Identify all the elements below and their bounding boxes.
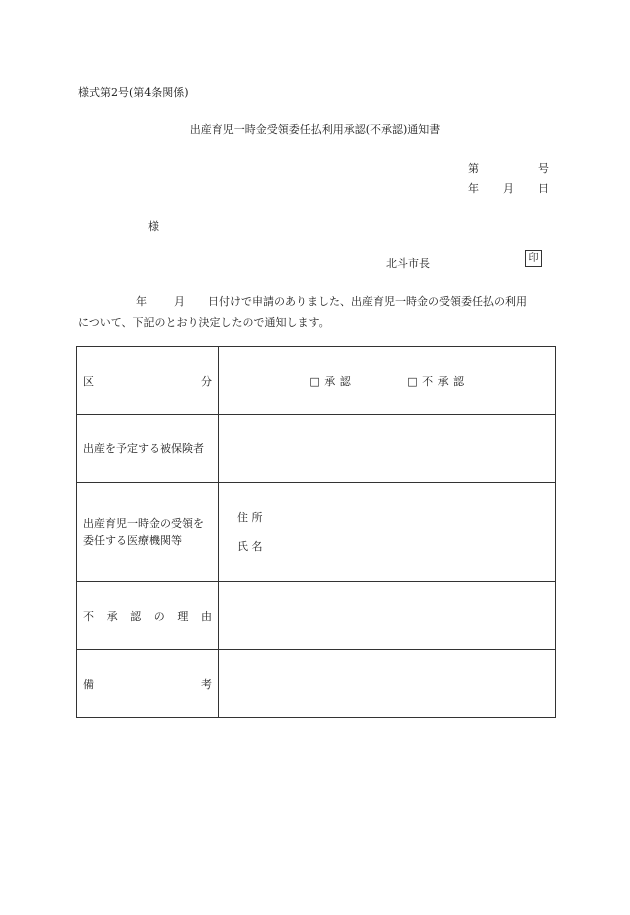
row-remarks (77, 650, 556, 718)
reason-char: の (153, 609, 165, 623)
institution-label-line1: 出産育児一時金の受領を (83, 517, 204, 530)
reason-value-cell[interactable] (219, 582, 556, 650)
category-label-cell (77, 347, 219, 415)
category-value-cell (219, 347, 556, 415)
address-label: 住 所 (237, 511, 263, 524)
body-day-text: 日付けで申請のありました、出産育児一時金の受領委任払の利用 (208, 295, 527, 308)
reason-char: 由 (200, 609, 212, 623)
form-number: 様式第2号(第4条関係) (78, 86, 189, 99)
approve-checkbox[interactable]: □ 承 認 (309, 374, 352, 388)
issue-date (468, 180, 549, 196)
body-year: 年 (136, 295, 147, 308)
row-institution (77, 483, 556, 582)
remarks-label-left: 備 (83, 677, 94, 691)
reason-label (77, 608, 218, 624)
reason-char: 不 (83, 609, 94, 623)
name-label: 氏 名 (237, 540, 263, 553)
institution-label-line2: 委任する医療機関等 (83, 534, 182, 547)
insured-label-cell (77, 415, 219, 483)
document-number (468, 160, 549, 176)
reason-char: 認 (130, 609, 142, 623)
date-month: 月 (503, 182, 514, 195)
insured-label: 出産を予定する被保険者 (83, 442, 204, 455)
remarks-value-cell[interactable] (219, 650, 556, 718)
insured-value-cell[interactable] (219, 415, 556, 483)
number-suffix: 号 (538, 162, 549, 175)
date-day: 日 (538, 182, 549, 195)
addressee: 様 (148, 220, 159, 233)
reason-char: 承 (106, 609, 118, 623)
body-line-2: について、下記のとおり決定したので通知します。 (78, 316, 330, 329)
row-category (77, 347, 556, 415)
category-label-right: 分 (201, 374, 212, 388)
reason-label-cell (77, 582, 219, 650)
seal-mark: 印 (525, 250, 542, 267)
notification-table (76, 346, 556, 718)
reason-char: 理 (177, 609, 189, 623)
date-year: 年 (468, 182, 479, 195)
document-title: 出産育児一時金受領委任払利用承認(不承認)通知書 (189, 123, 441, 136)
number-prefix: 第 (468, 162, 479, 175)
row-reason (77, 582, 556, 650)
remarks-label-cell (77, 650, 219, 718)
institution-label-cell (77, 483, 219, 582)
reject-checkbox[interactable]: □ 不 承 認 (407, 374, 465, 388)
body-month: 月 (174, 295, 185, 308)
row-insured (77, 415, 556, 483)
issuer-name: 北斗市長 (386, 257, 430, 270)
remarks-label-right: 考 (201, 677, 212, 691)
category-label-left: 区 (83, 374, 94, 388)
institution-value-cell[interactable] (219, 483, 556, 582)
